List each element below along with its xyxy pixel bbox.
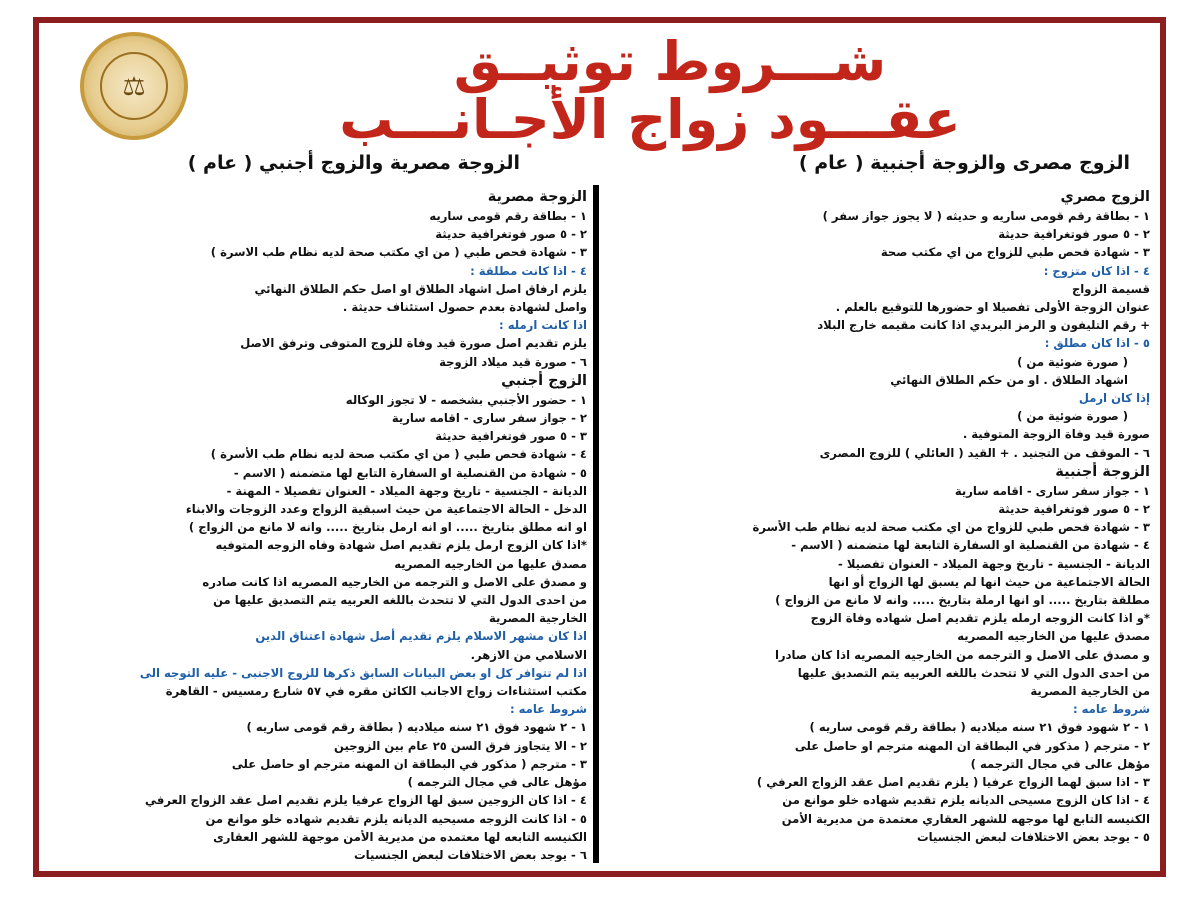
page-title-line2: عقـــود زواج الأجـانـــب: [339, 88, 961, 151]
left-column-body: [42, 187, 587, 864]
requirement-line: ٣ - مترجم ( مذكور في البطاقة ان المهنه مترجم او حاصل على: [231, 756, 587, 771]
requirement-line: مكتب استثناءات زواج الاجانب الكائن مقره في ٥٧ شارع رمسيس - القاهرة: [165, 684, 587, 699]
requirement-line: الكنيسه التابعه لها معتمده من مديرية الأمن موجهة للشهر العقارى: [213, 829, 587, 844]
section-heading: الزوج أجنبي: [501, 372, 587, 389]
requirement-line: ٣ - شهادة فحص طبي للزواج من اي مكتب صحة لديه نظام طب الأسرة: [752, 520, 1150, 535]
requirement-line: اذا كان مشهر الاسلام يلزم تقديم أصل شهادة اعتناق الدين: [255, 629, 587, 644]
requirement-line: ٤ - اذا كان الزوجين سبق لها الزواج عرفيا يلزم تقديم اصل عقد الزواج العرفي: [145, 793, 587, 808]
requirement-line: قسيمة الزواج: [1071, 281, 1150, 296]
left-column-heading: الزوجة مصرية والزوج أجنبي ( عام ): [187, 152, 520, 174]
requirement-line: ٤ - شهادة فحص طبي ( من اي مكتب صحة لديه نظام طب الأسرة ): [210, 447, 587, 462]
requirement-line: ١ - ٢ شهود فوق ٢١ سنه ميلاديه ( بطاقة رقم قومى ساريه ): [246, 720, 587, 735]
requirement-line: ٢ - ٥ صور فوتغرافية حديثة: [998, 502, 1150, 517]
requirement-line: ( صورة ضوئية من ): [1017, 354, 1128, 369]
requirement-line: ٥ - اذا كانت الزوجه مسيحيه الديانه يلزم تقديم شهاده خلو موانع من: [205, 811, 587, 826]
requirement-line: + رقم التليفون و الرمز البريدي اذا كانت مقيمه خارج البلاد: [817, 318, 1150, 333]
requirement-line: ٢ - جواز سفر سارى - اقامه سارية: [391, 411, 587, 426]
requirement-line: ٦ - الموقف من التجنيد . + القيد ( العائلي ) للزوج المصرى: [819, 445, 1150, 460]
section-heading: الزوجة أجنبية: [1055, 463, 1150, 480]
right-column-body: [604, 187, 1150, 846]
column-divider: [593, 185, 599, 863]
requirement-line: الكنيسه التابع لها موجهه للشهر العقاري معتمدة من مديرية الأمن: [781, 811, 1150, 826]
requirement-line: و مصدق على الاصل و الترجمه من الخارجيه المصريه اذا كان صادرا: [774, 647, 1150, 662]
scales-of-justice-icon: ⚖: [122, 72, 146, 102]
requirement-line: عنوان الزوجة الأولى تفصيلا او حضورها للتوقيع بالعلم .: [835, 300, 1150, 315]
requirement-line: ٤ - اذا كانت مطلقة :: [470, 263, 587, 278]
requirement-line: اذا لم تتوافر كل او بعض البيانات السابق ذكرها للزوج الاجنبى - عليه التوجه الى: [139, 665, 587, 680]
requirement-line: *اذا كان الزوج ارمل يلزم تقديم اصل شهادة وفاه الزوجه المتوفيه: [215, 538, 587, 553]
requirement-line: الحالة الاجتماعية من حيث انها لم يسبق لها الزواج أو انها: [828, 574, 1150, 589]
requirement-line: الديانة - الجنسية - تاريخ وجهة الميلاد - العنوان تفصيلا - المهنة -: [226, 483, 587, 498]
requirement-line: ٣ - ٥ صور فوتغرافية حديثة: [435, 429, 587, 444]
section-heading: الزوج مصري: [1060, 189, 1150, 205]
requirement-line: ١ - حضور الأجنبي بشخصه - لا تجوز الوكاله: [345, 392, 587, 407]
requirement-line: مؤهل عالى في مجال الترجمه ): [407, 775, 587, 790]
requirement-line: من الخارجية المصرية: [1030, 684, 1150, 699]
requirement-line: ٦ - صورة قيد ميلاد الزوجة: [439, 354, 587, 369]
requirement-line: صورة قيد وفاة الزوجة المتوفية .: [962, 427, 1150, 442]
requirement-line: اشهاد الطلاق . او من حكم الطلاق النهائي: [890, 372, 1128, 387]
requirement-line: مطلقة بتاريخ ..... او انها ارملة بتاريخ ..... وانه لا مانع من الزواج ): [775, 593, 1150, 608]
requirement-line: ٤ - اذا كان الزوج مسيحى الديانه يلزم تقديم شهاده خلو موانع من: [782, 793, 1150, 808]
requirement-line: ٤ - شهادة من القنصلية او السفارة التابعة لها متضمنه ( الاسم -: [791, 538, 1150, 553]
right-column-heading: الزوج مصرى والزوجة أجنبية ( عام ): [798, 152, 1130, 174]
requirement-line: ٢ - ٥ صور فوتغرافية حديثة: [998, 227, 1150, 242]
requirement-line: واصل لشهادة بعدم حصول استئناف حديثة .: [342, 300, 587, 315]
requirement-line: ٥ - شهادة من القنصلية او السفارة التابع لها متضمنه ( الاسم -: [233, 465, 587, 480]
requirement-line: الديانة - الجنسية - تاريخ وجهة الميلاد - العنوان تفصيلا -: [837, 556, 1150, 571]
requirement-line: مصدق عليها من الخارجيه المصريه: [957, 629, 1150, 644]
requirement-line: ١ - بطاقة رقم قومى ساريه: [429, 209, 587, 223]
requirement-line: ٥ - يوجد بعض الاختلافات لبعض الجنسيات: [917, 829, 1150, 844]
requirement-line: مصدق عليها من الخارجيه المصريه: [394, 556, 587, 571]
requirement-line: ٤ - اذا كان متزوج :: [1043, 263, 1150, 278]
requirement-line: الدخل - الحالة الاجتماعية من حيث اسبقية الزواج وعدد الزوجات والابناء: [185, 502, 587, 517]
requirement-line: من احدى الدول التي لا تتحدث باللغه العربيه يتم التصديق عليها: [797, 665, 1150, 680]
requirement-line: ٣ - شهادة فحص طبي للزواج من اي مكتب صحة: [880, 245, 1150, 260]
page-title-line1: شـــروط توثيــق: [453, 30, 887, 93]
requirement-line: او انه مطلق بتاريخ ..... او انه ارمل بتاريخ ..... وانه لا مانع من الزواج ): [188, 520, 587, 535]
requirement-line: ٢ - الا يتجاوز فرق السن ٢٥ عام بين الزوجين: [334, 738, 587, 753]
section-heading: الزوجة مصرية: [487, 189, 587, 205]
requirement-line: ١ - جواز سفر سارى - اقامه سارية: [954, 483, 1150, 498]
requirement-line: إذا كان ارمل: [1078, 391, 1150, 406]
requirement-line: اذا كانت ارمله :: [499, 318, 587, 333]
requirement-line: يلزم ارفاق اصل اشهاد الطلاق او اصل حكم الطلاق النهائي: [254, 281, 587, 296]
requirement-line: ٢ - مترجم ( مذكور في البطاقة ان المهنه مترجم او حاصل على: [794, 738, 1150, 753]
requirement-line: ٢ - ٥ صور فوتغرافية حديثة: [435, 227, 587, 242]
eagle-seal-icon: [80, 32, 188, 140]
requirement-line: ٦ - يوجد بعض الاختلافات لبعض الجنسيات: [354, 847, 587, 862]
requirement-line: شروط عامه :: [509, 702, 587, 717]
requirement-line: ٣ - شهادة فحص طبي ( من اي مكتب صحة لديه نظام طب الاسرة ): [210, 245, 587, 260]
requirement-line: يلزم تقديم اصل صورة قيد وفاة للزوج المتوفى وترفق الاصل: [240, 336, 587, 351]
requirement-line: الاسلامي من الازهر.: [470, 647, 587, 662]
requirement-line: الخارجية المصرية: [489, 611, 587, 626]
requirement-line: ١ - بطاقة رقم قومى ساريه و حديثه ( لا يجوز جواز سفر ): [822, 209, 1150, 223]
requirement-line: ٣ - اذا سبق لهما الزواج عرفيا ( يلزم تقديم اصل عقد الزواج العرفي ): [756, 775, 1150, 790]
requirement-line: شروط عامه :: [1072, 702, 1150, 717]
requirement-line: ( صورة ضوئية من ): [1017, 409, 1128, 424]
requirement-line: ١ - ٢ شهود فوق ٢١ سنه ميلاديه ( بطاقة رقم قومى ساريه ): [809, 720, 1150, 735]
requirement-line: ٥ - اذا كان مطلق :: [1044, 336, 1150, 351]
requirement-line: و مصدق على الاصل و الترجمه من الخارجيه المصريه اذا كانت صادره: [202, 574, 587, 589]
requirement-line: مؤهل عالى في مجال الترجمه ): [970, 756, 1150, 771]
requirement-line: من احدى الدول التي لا تتحدث باللغه العربيه يتم التصديق عليها من: [213, 593, 587, 608]
requirement-line: *و اذا كانت الزوجه ارمله يلزم تقديم اصل شهاده وفاة الزوج: [810, 611, 1150, 626]
